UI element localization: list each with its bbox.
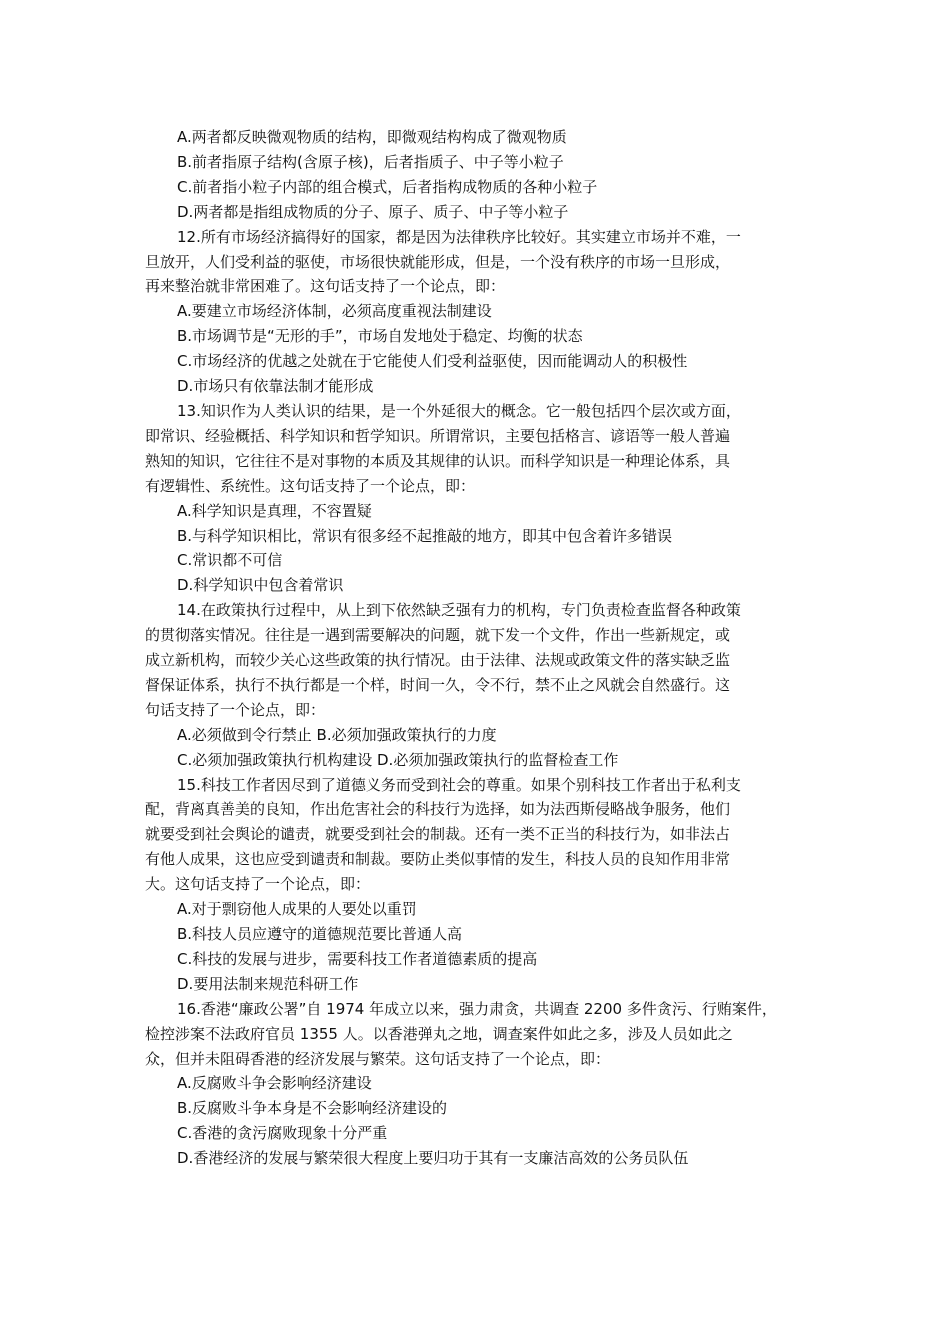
q11-option-d: D.两者都是指组成物质的分子、原子、质子、中子等小粒子 (177, 202, 569, 221)
q13-option-b: B.与科学知识相比，常识有很多经不起推敲的地方，即其中包含着许多错误 (177, 526, 673, 545)
q13-stem-line-1: 13.知识作为人类认识的结果，是一个外延很大的概念。它一般包括四个层次或方面， (177, 401, 741, 420)
q11-option-b: B.前者指原子结构(含原子核)，后者指质子、中子等小粒子 (177, 152, 564, 171)
q13-stem-line-3: 熟知的知识，它往往不是对事物的本质及其规律的认识。而科学知识是一种理论体系，具 (145, 451, 731, 470)
q12-option-d: D.市场只有依靠法制才能形成 (177, 377, 374, 396)
q14-options-cd: C.必须加强政策执行机构建设 D.必须加强政策执行的监督检查工作 (177, 750, 619, 769)
q16-option-b: B.反腐败斗争本身是不会影响经济建设的 (177, 1099, 448, 1118)
q15-option-d: D.要用法制来规范科研工作 (177, 974, 359, 993)
q16-stem-line-1: 16.香港“廉政公署”自 1974 年成立以来，强力肃贪，共调查 2200 多件贪污、行贿案件， (177, 999, 777, 1018)
q16-option-d: D.香港经济的发展与繁荣很大程度上要归功于其有一支廉洁高效的公务员队伍 (177, 1149, 689, 1168)
q15-stem-line-5: 大。这句话支持了一个论点，即： (145, 875, 371, 894)
q13-option-d: D.科学知识中包含着常识 (177, 576, 344, 595)
q13-stem-line-4: 有逻辑性、系统性。这句话支持了一个论点，即： (145, 476, 476, 495)
question-11-options (145, 125, 810, 225)
q14-options-ab: A.必须做到令行禁止 B.必须加强政策执行的力度 (177, 725, 497, 744)
q14-stem-line-1: 14.在政策执行过程中，从上到下依然缺乏强有力的机构，专门负责检查监督各种政策 (177, 601, 741, 620)
q15-option-a: A.对于剽窃他人成果的人要处以重罚 (177, 900, 417, 919)
q14-stem-line-5: 句话支持了一个论点，即： (145, 700, 326, 719)
q16-stem-line-2: 检控涉案不法政府官员 1355 人。以香港弹丸之地，调查案件如此之多，涉及人员如此之 (145, 1024, 733, 1043)
q13-option-a: A.科学知识是真理，不容置疑 (177, 501, 372, 520)
question-15 (145, 773, 810, 997)
q15-stem-line-1: 15.科技工作者因尽到了道德义务而受到社会的尊重。如果个别科技工作者出于私利支 (177, 775, 741, 794)
q12-stem-line-3: 再来整治就非常困难了。这句话支持了一个论点，即： (145, 277, 506, 296)
q16-option-c: C.香港的贪污腐败现象十分严重 (177, 1124, 388, 1143)
q12-option-c: C.市场经济的优越之处就在于它能使人们受利益驱使，因而能调动人的积极性 (177, 352, 688, 371)
q15-stem-line-4: 有他人成果，这也应受到谴责和制裁。要防止类似事情的发生，科技人员的良知作用非常 (145, 850, 731, 869)
q13-option-c: C.常识都不可信 (177, 551, 283, 570)
q13-stem-line-2: 即常识、经验概括、科学知识和哲学知识。所谓常识，主要包括格言、谚语等一般人普遍 (145, 426, 731, 445)
q15-option-c: C.科技的发展与进步，需要科技工作者道德素质的提高 (177, 949, 538, 968)
q12-option-a: A.要建立市场经济体制，必须高度重视法制建设 (177, 302, 492, 321)
q14-stem-line-3: 成立新机构，而较少关心这些政策的执行情况。由于法律、法规或政策文件的落实缺乏监 (145, 651, 731, 670)
q14-stem-line-2: 的贯彻落实情况。往往是一遇到需要解决的问题，就下发一个文件，作出一些新规定，或 (145, 626, 731, 645)
q11-option-c: C.前者指小粒子内部的组合模式，后者指构成物质的各种小粒子 (177, 177, 598, 196)
q14-stem-line-4: 督保证体系，执行不执行都是一个样，时间一久，令不行，禁不止之风就会自然盛行。这 (145, 675, 731, 694)
q12-option-b: B.市场调节是“无形的手”，市场自发地处于稳定、均衡的状态 (177, 327, 583, 346)
q15-stem-line-3: 就要受到社会舆论的谴责，就要受到社会的制裁。还有一类不正当的科技行为，如非法占 (145, 825, 731, 844)
question-14 (145, 598, 810, 772)
q11-option-a: A.两者都反映微观物质的结构，即微观结构构成了微观物质 (177, 128, 567, 146)
question-13 (145, 399, 810, 598)
q12-stem-line-1: 12.所有市场经济搞得好的国家，都是因为法律秩序比较好。其实建立市场并不难，一 (177, 227, 741, 246)
q16-option-a: A.反腐败斗争会影响经济建设 (177, 1074, 372, 1093)
question-12 (145, 225, 810, 399)
q16-stem-line-3: 众，但并未阻碍香港的经济发展与繁荣。这句话支持了一个论点，即： (145, 1049, 611, 1068)
q15-stem-line-2: 配，背离真善美的良知，作出危害社会的科技行为选择，如为法西斯侵略战争服务，他们 (145, 800, 731, 819)
question-16 (145, 997, 810, 1171)
q15-option-b: B.科技人员应遵守的道德规范要比普通人高 (177, 925, 463, 943)
q12-stem-line-2: 旦放开，人们受利益的驱使，市场很快就能形成，但是，一个没有秩序的市场一旦形成， (145, 252, 731, 271)
